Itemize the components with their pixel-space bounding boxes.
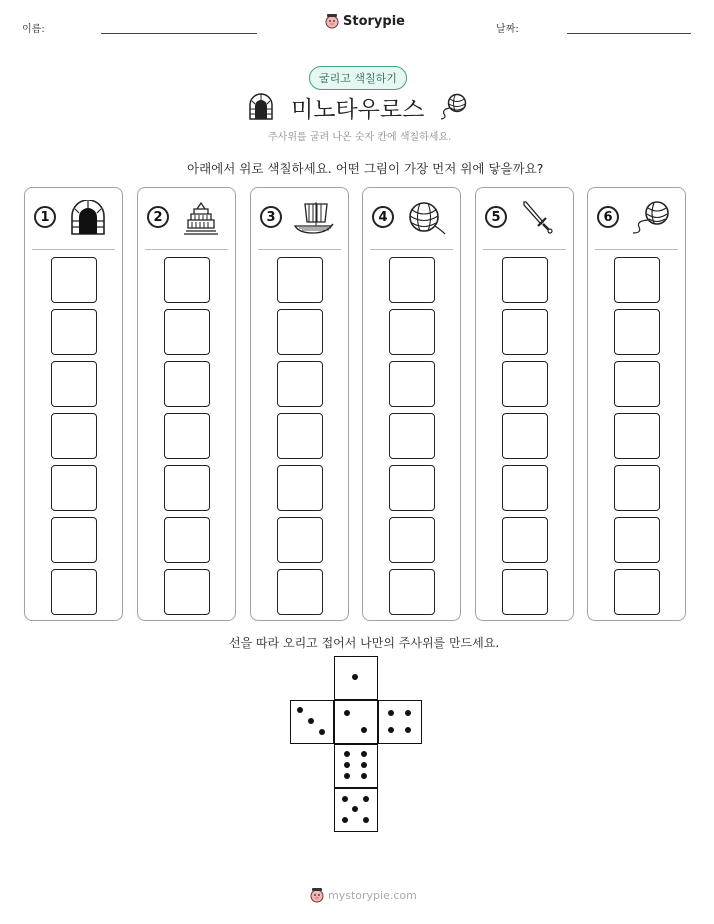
color-box[interactable] <box>164 569 210 615</box>
column-divider <box>370 249 453 250</box>
color-box[interactable] <box>164 257 210 303</box>
page-title: 미노타우로스 <box>291 97 425 123</box>
dice-pip <box>352 674 358 680</box>
dice-pip <box>388 710 394 716</box>
dice-face-4[interactable] <box>378 700 422 744</box>
labyrinth-gate-icon <box>67 200 109 236</box>
dice-pip <box>344 710 350 716</box>
color-box[interactable] <box>164 361 210 407</box>
column-number: 3 <box>260 206 282 228</box>
name-line[interactable] <box>101 33 257 34</box>
color-box[interactable] <box>277 257 323 303</box>
color-box[interactable] <box>277 517 323 563</box>
dice-instruction: 선을 따라 오리고 접어서 나만의 주사위를 만드세요. <box>229 636 500 650</box>
dice-pip <box>405 727 411 733</box>
color-box[interactable] <box>502 569 548 615</box>
color-box[interactable] <box>614 569 660 615</box>
color-box[interactable] <box>502 465 548 511</box>
color-box[interactable] <box>389 257 435 303</box>
date-line[interactable] <box>567 33 691 34</box>
column-number: 5 <box>485 206 507 228</box>
color-box[interactable] <box>614 361 660 407</box>
color-box[interactable] <box>502 413 548 459</box>
dice-face-3[interactable] <box>290 700 334 744</box>
color-box[interactable] <box>389 413 435 459</box>
color-box[interactable] <box>164 309 210 355</box>
dice-pip <box>405 710 411 716</box>
dice-pip <box>361 751 367 757</box>
color-box[interactable] <box>51 309 97 355</box>
palace-icon <box>180 200 222 236</box>
color-box[interactable] <box>614 309 660 355</box>
brand-name: Storypie <box>343 13 405 29</box>
column-divider <box>145 249 228 250</box>
color-box[interactable] <box>51 361 97 407</box>
dice-face-2[interactable] <box>334 700 378 744</box>
dice-pip <box>344 773 350 779</box>
column-divider <box>595 249 678 250</box>
color-box[interactable] <box>51 517 97 563</box>
dice-pip <box>363 817 369 823</box>
color-box[interactable] <box>614 517 660 563</box>
yarn-ball-icon <box>405 200 447 236</box>
color-box[interactable] <box>51 257 97 303</box>
color-box[interactable] <box>277 465 323 511</box>
yarn-thread-icon <box>438 92 468 122</box>
dice-pip <box>297 707 303 713</box>
dice-pip <box>361 762 367 768</box>
column-number: 1 <box>34 206 56 228</box>
color-box[interactable] <box>389 361 435 407</box>
color-box[interactable] <box>277 361 323 407</box>
pig-mascot-icon <box>324 13 340 29</box>
column-number: 6 <box>597 206 619 228</box>
dice-pip <box>361 773 367 779</box>
pig-mascot-icon <box>309 887 325 903</box>
dice-pip <box>344 751 350 757</box>
sword-icon <box>518 200 560 236</box>
color-box[interactable] <box>614 413 660 459</box>
color-box[interactable] <box>389 569 435 615</box>
color-box[interactable] <box>164 517 210 563</box>
column-2 <box>137 187 236 621</box>
column-4 <box>362 187 461 621</box>
dice-pip <box>352 806 358 812</box>
color-box[interactable] <box>389 465 435 511</box>
page-subtitle: 주사위를 굴려 나온 숫자 칸에 색칠하세요. <box>268 132 452 143</box>
ship-icon <box>293 200 335 236</box>
brand-logo <box>324 13 405 29</box>
column-5 <box>475 187 574 621</box>
footer <box>309 887 417 903</box>
dice-pip <box>363 796 369 802</box>
color-box[interactable] <box>502 257 548 303</box>
dice-pip <box>361 727 367 733</box>
color-box[interactable] <box>502 361 548 407</box>
yarn-thread-icon <box>630 200 672 236</box>
column-number: 4 <box>372 206 394 228</box>
coloring-instruction: 아래에서 위로 색칠하세요. 어떤 그림이 가장 먼저 위에 닿을까요? <box>187 161 544 176</box>
column-divider <box>32 249 115 250</box>
color-box[interactable] <box>277 309 323 355</box>
dice-pip <box>342 796 348 802</box>
color-box[interactable] <box>51 413 97 459</box>
color-box[interactable] <box>389 309 435 355</box>
column-1 <box>24 187 123 621</box>
color-box[interactable] <box>164 465 210 511</box>
color-box[interactable] <box>277 569 323 615</box>
dice-pip <box>342 817 348 823</box>
color-box[interactable] <box>502 517 548 563</box>
dice-face-6[interactable] <box>334 744 378 788</box>
color-box[interactable] <box>51 569 97 615</box>
dice-face-5[interactable] <box>334 788 378 832</box>
activity-badge: 굴리고 색칠하기 <box>309 66 407 90</box>
column-6 <box>587 187 686 621</box>
color-box[interactable] <box>502 309 548 355</box>
color-box[interactable] <box>614 257 660 303</box>
dice-pip <box>319 729 325 735</box>
column-divider <box>258 249 341 250</box>
dice-pip <box>388 727 394 733</box>
color-box[interactable] <box>51 465 97 511</box>
color-box[interactable] <box>277 413 323 459</box>
name-label: 이름: <box>22 24 45 35</box>
dice-face-1[interactable] <box>334 656 378 700</box>
date-label: 날짜: <box>496 24 519 35</box>
footer-url[interactable]: mystorypie.com <box>328 888 417 902</box>
color-box[interactable] <box>614 465 660 511</box>
color-box[interactable] <box>389 517 435 563</box>
column-3 <box>250 187 349 621</box>
labyrinth-gate-icon <box>246 91 276 121</box>
dice-pip <box>344 762 350 768</box>
column-divider <box>483 249 566 250</box>
dice-pip <box>308 718 314 724</box>
column-number: 2 <box>147 206 169 228</box>
color-box[interactable] <box>164 413 210 459</box>
